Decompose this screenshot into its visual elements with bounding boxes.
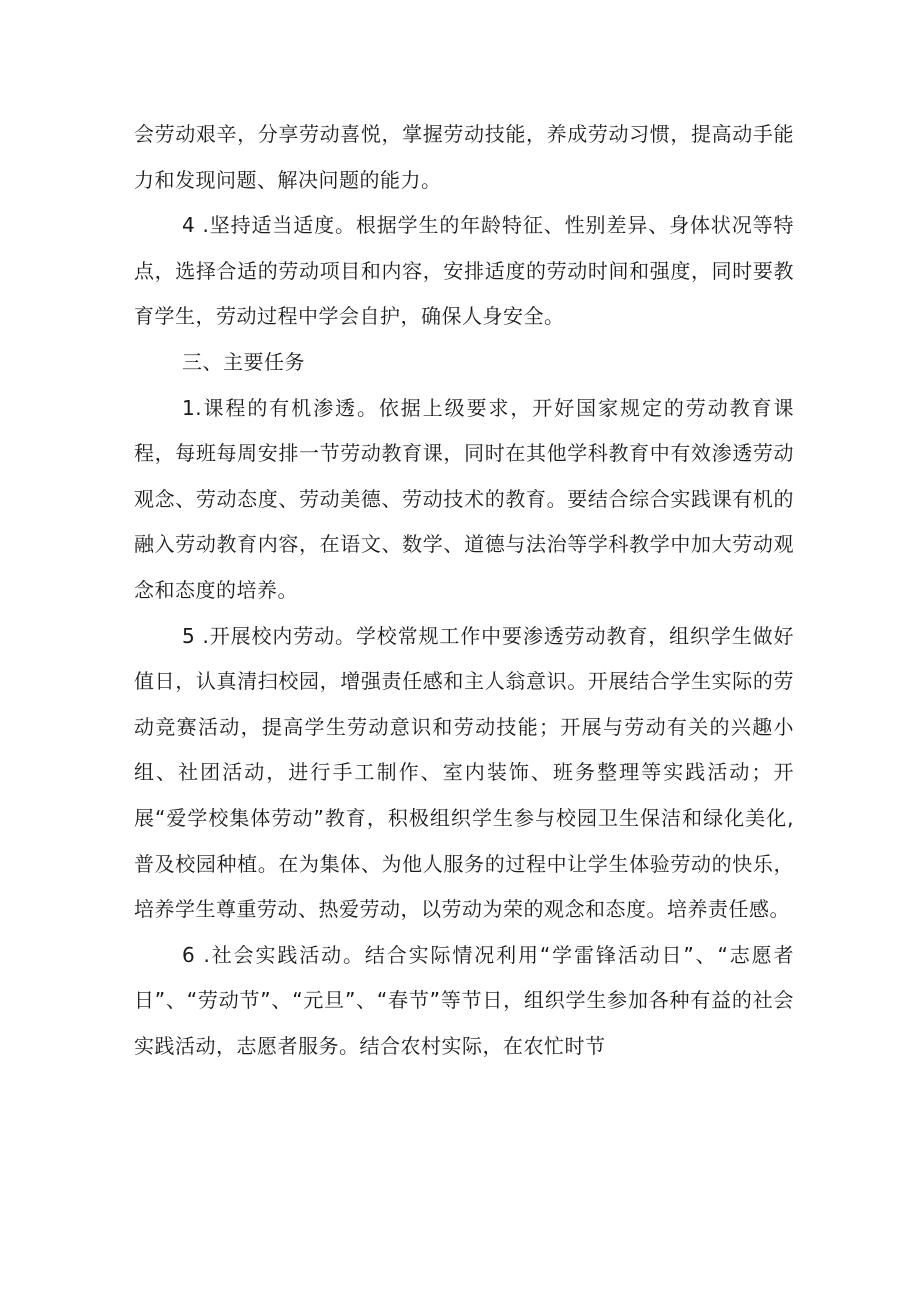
paragraph-item-5: 5 .开展校内劳动。学校常规工作中要渗透劳动教育，组织学生做好值日，认真清扫校园，增强责任感和主人翁意识。开展结合学生实际的劳动竞赛活动，提高学生劳动意识和劳动技能；开展与劳动有关的兴趣小组、社团活动，进行手工制作、室内装饰、班务整理等实践活动；开展“爱学校集体劳动”教育，积极组织学生参与校园卫生保洁和绿化美化,普及校园种植。在为集体、为他人服务的过程中让学生体验劳动的快乐，培养学生尊重劳动、热爱劳动，以劳动为荣的观念和态度。培养责任感。	[134, 623, 794, 922]
section-heading: 三、主要任务	[182, 349, 305, 374]
paragraph-item-4: 4 .坚持适当适度。根据学生的年龄特征、性别差异、身体状况等特点，选择合适的劳动项目和内容，安排适度的劳动时间和强度，同时要教育学生，劳动过程中学会自护，确保人身安全。	[134, 213, 794, 329]
document-body	[134, 112, 794, 1069]
paragraph-item-1: 1.课程的有机渗透。依据上级要求，开好国家规定的劳动教育课程，每班每周安排一节劳动教育课，同时在其他学科教育中有效渗透劳动观念、劳动态度、劳动美德、劳动技术的教育。要结合综合实践课有机的融入劳动教育内容，在语文、数学、道德与法治等学科教学中加大劳动观念和态度的培养。	[134, 395, 794, 602]
paragraph-item-6: 6 .社会实践活动。结合实际情况利用“学雷锋活动日”、“志愿者日”、“劳动节”、“元旦”、“春节”等节日，组织学生参加各种有益的社会实践活动，志愿者服务。结合农村实际，在农忙时节	[134, 942, 794, 1058]
paragraph-continuation: 会劳动艰辛，分享劳动喜悦，掌握劳动技能，养成劳动习惯，提高动手能力和发现问题、解决问题的能力。	[134, 122, 794, 192]
